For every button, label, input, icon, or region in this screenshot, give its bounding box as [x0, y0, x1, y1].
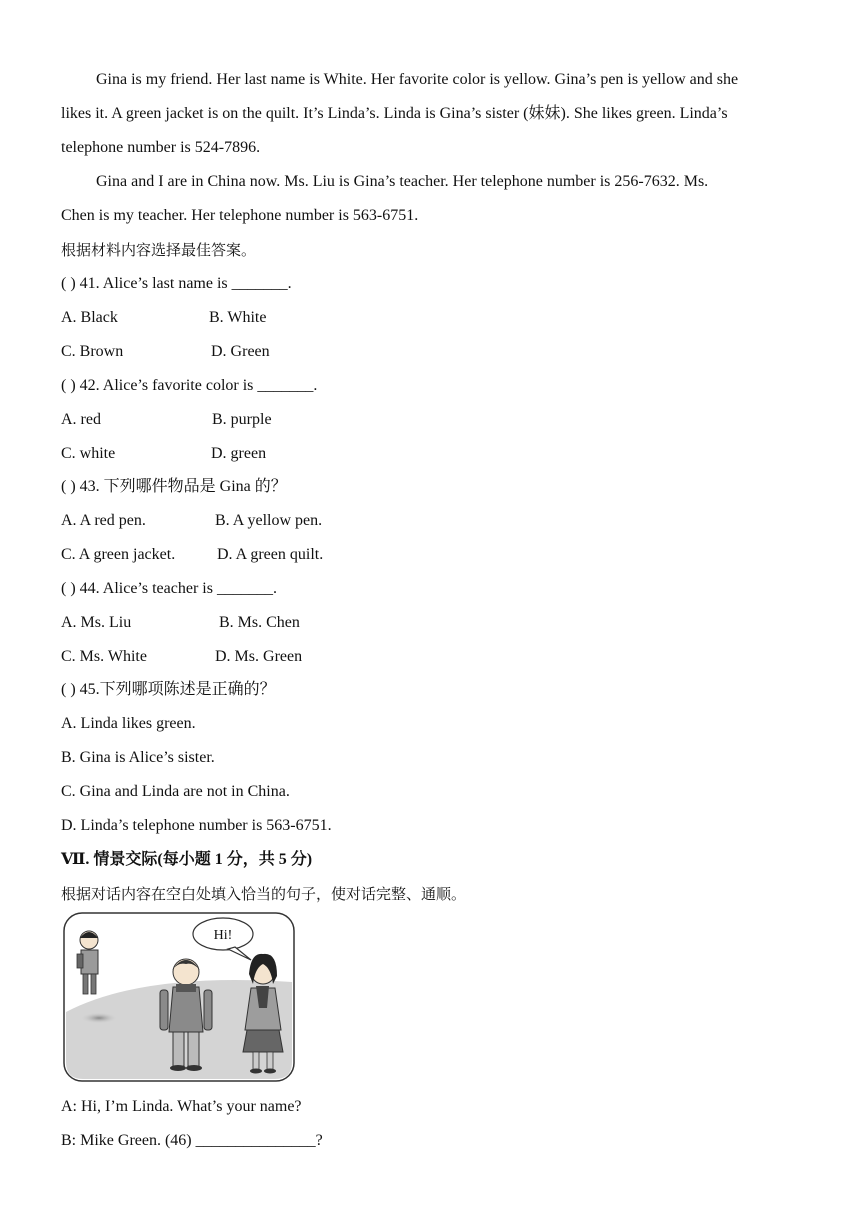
option-c: C. A green jacket. [61, 546, 176, 563]
question-stem: ( ) 44. Alice’s teacher is _______. [61, 580, 277, 597]
question-stem: ( ) 42. Alice’s favorite color is _______. [61, 377, 318, 394]
question-stem: ( ) 43. 下列哪件物品是 Gina 的？ [61, 478, 287, 495]
option-d: D. green [211, 445, 267, 462]
option-c: C. Brown [61, 343, 124, 360]
option-c: C. white [61, 445, 116, 462]
bubble-text: Hi! [213, 928, 233, 943]
option-b: B. Ms. Chen [219, 614, 300, 631]
option-b: B. Gina is Alice’s sister. [61, 749, 215, 766]
passage-line: likes it. A green jacket is on the quilt. It’s Linda’s. Linda is Gina’s sister (妹妹). She likes green. Linda’s [61, 105, 728, 122]
dialogue-line: B: Mike Green. (46) _______________? [61, 1132, 323, 1149]
option-d: D. Green [211, 343, 270, 360]
option-d: D. Ms. Green [215, 648, 303, 665]
option-a: A. Ms. Liu [61, 614, 132, 631]
option-c: C. Gina and Linda are not in China. [61, 783, 290, 800]
dialogue-illustration [63, 912, 295, 1082]
section-heading: Ⅶ. 情景交际(每小题 1 分，共 5 分) [61, 851, 313, 868]
option-a: A. red [61, 411, 101, 428]
question-stem: ( ) 41. Alice’s last name is _______. [61, 275, 292, 292]
option-a: A. Linda likes green. [61, 715, 196, 732]
dialogue-line: A: Hi, I’m Linda. What’s your name? [61, 1098, 302, 1115]
passage-line: telephone number is 524-7896. [61, 139, 261, 156]
option-c: C. Ms. White [61, 648, 147, 665]
option-a: A. Black [61, 309, 118, 326]
option-a: A. A red pen. [61, 512, 146, 529]
option-b: B. A yellow pen. [215, 512, 323, 529]
option-d: D. A green quilt. [217, 546, 324, 563]
passage-line: Gina is my friend. Her last name is White. Her favorite color is yellow. Gina’s pen is yellow and she [96, 71, 739, 88]
passage-line: Chen is my teacher. Her telephone number is 563-6751. [61, 207, 419, 224]
section-instruction: 根据对话内容在空白处填入恰当的句子，使对话完整、通顺。 [61, 885, 467, 903]
passage-line: Gina and I are in China now. Ms. Liu is Gina’s teacher. Her telephone number is 256-7632. Ms. [96, 173, 709, 190]
question-stem: ( ) 45.下列哪项陈述是正确的？ [61, 681, 276, 698]
instruction: 根据材料内容选择最佳答案。 [61, 241, 257, 259]
option-d: D. Linda’s telephone number is 563-6751. [61, 817, 332, 834]
option-b: B. White [209, 309, 267, 326]
option-b: B. purple [212, 411, 272, 428]
